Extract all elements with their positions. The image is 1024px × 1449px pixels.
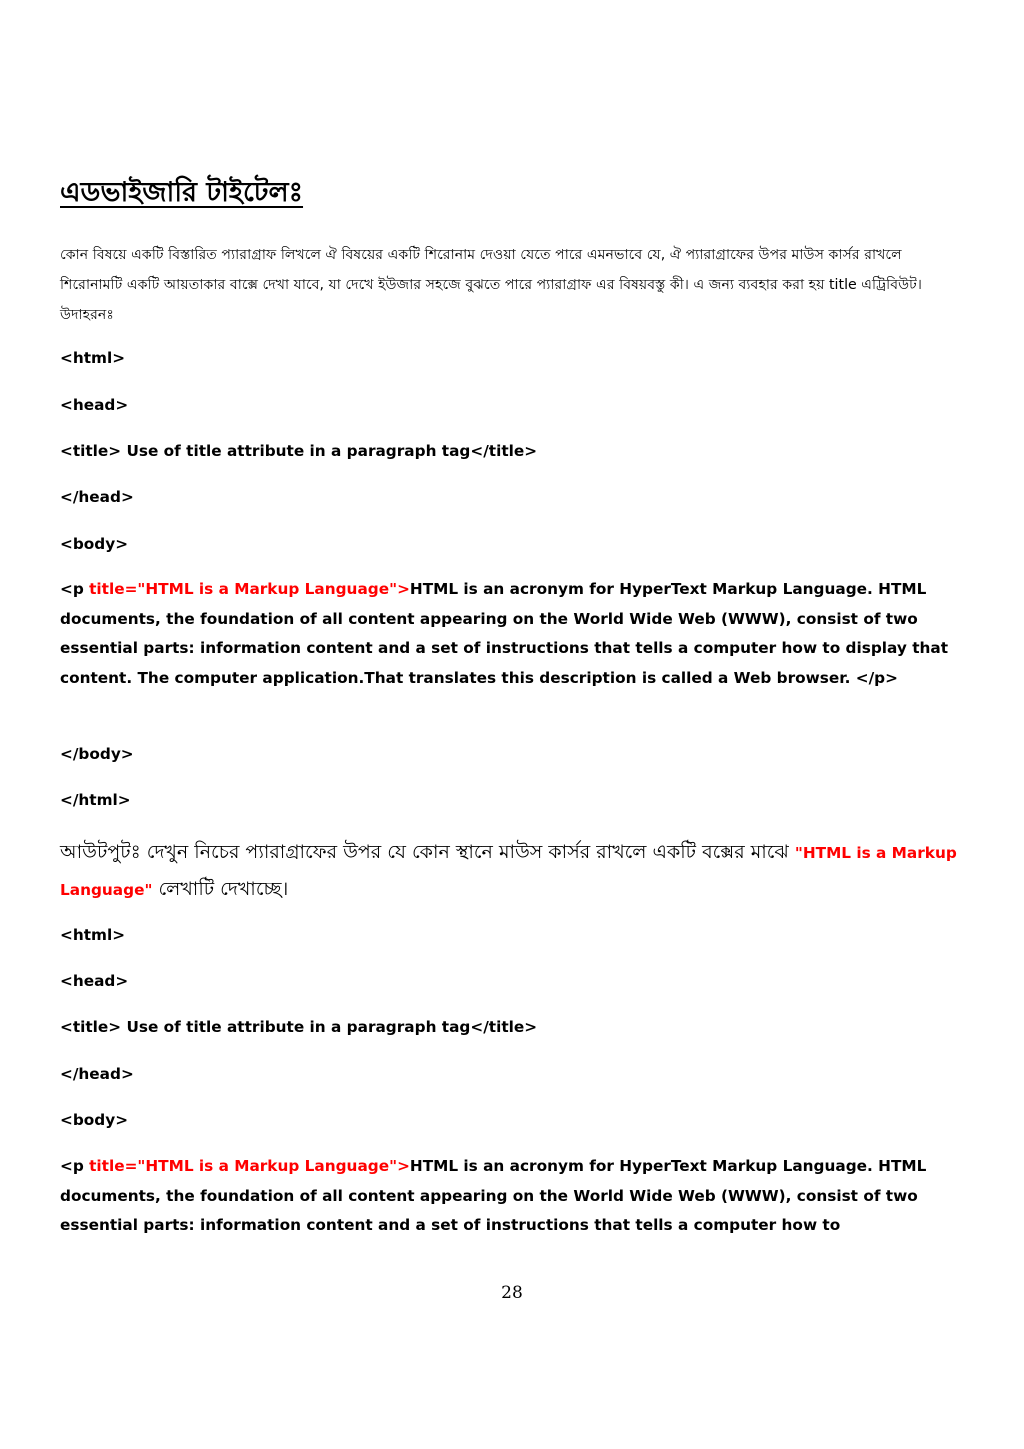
output-highlight: "HTML is a Markup Language" bbox=[60, 844, 957, 899]
output-text-after: লেখাটি দেখাচ্ছে। bbox=[152, 878, 289, 900]
output-paragraph bbox=[60, 834, 968, 908]
code2-title-line: <title> Use of title attribute in a paragraph tag</title> bbox=[60, 1018, 538, 1036]
code-p-title-attr: title="HTML is a Markup Language"> bbox=[89, 580, 410, 598]
code2-head-open: <head> bbox=[60, 972, 129, 990]
code-html-close: </html> bbox=[60, 791, 131, 809]
code-body-open: <body> bbox=[60, 535, 129, 553]
code-html-open: <html> bbox=[60, 349, 126, 367]
code2-head-close: </head> bbox=[60, 1065, 134, 1083]
page-number: 28 bbox=[501, 1283, 523, 1303]
code-p-open: <p bbox=[60, 580, 90, 598]
code2-paragraph bbox=[60, 1152, 972, 1241]
code2-p-text: HTML is an acronym for HyperText Markup Language. HTML documents, the foundation of all content appearing on the World Wide Web (WWW), consist of two essential parts: information content and a set of instructions that tells a computer how to bbox=[60, 1157, 927, 1235]
code-head-open: <head> bbox=[60, 396, 129, 414]
document-page bbox=[60, 0, 970, 1449]
output-text-before: আউটপুটঃ দেখুন নিচের প্যারাগ্রাফের উপর যে কোন স্থানে মাউস কার্সর রাখলে একটি বক্সের মাঝে bbox=[60, 841, 795, 863]
intro-paragraph: কোন বিষয়ে একটি বিস্তারিত প্যারাগ্রাফ লিখলে ঐ বিষয়ের একটি শিরোনাম দেওয়া যেতে পারে এমনভাবে যে, ঐ প্যারাগ্রাফের উপর মাউস কার্সর রাখলে শিরোনামটি একটি আয়তাকার বাক্সে দেখা যাবে, যা দেখে ইউজার সহজে বুঝতে পারে প্যারাগ্রাফ এর বিষয়বস্তু কী। এ জন্য ব্যবহার করা হয় title এট্রিবিউট। উদাহরনঃ bbox=[60, 247, 922, 323]
code2-body-open: <body> bbox=[60, 1111, 129, 1129]
code-paragraph bbox=[60, 575, 972, 694]
code-head-close: </head> bbox=[60, 488, 134, 506]
code2-html-open: <html> bbox=[60, 926, 126, 944]
code-p-text: HTML is an acronym for HyperText Markup Language. HTML documents, the foundation of all content appearing on the World Wide Web (WWW), consist of two essential parts: information content and a set of instructions that tells a computer how to display that content. The computer application.That translates this description is called a Web browser. </p> bbox=[60, 580, 949, 688]
section-heading: এডভাইজারি টাইটেলঃ bbox=[60, 177, 304, 208]
code2-p-title-attr: title="HTML is a Markup Language"> bbox=[89, 1157, 410, 1175]
code-body-close: </body> bbox=[60, 745, 134, 763]
code2-p-open: <p bbox=[60, 1157, 90, 1175]
code-title-line: <title> Use of title attribute in a paragraph tag</title> bbox=[60, 442, 538, 460]
